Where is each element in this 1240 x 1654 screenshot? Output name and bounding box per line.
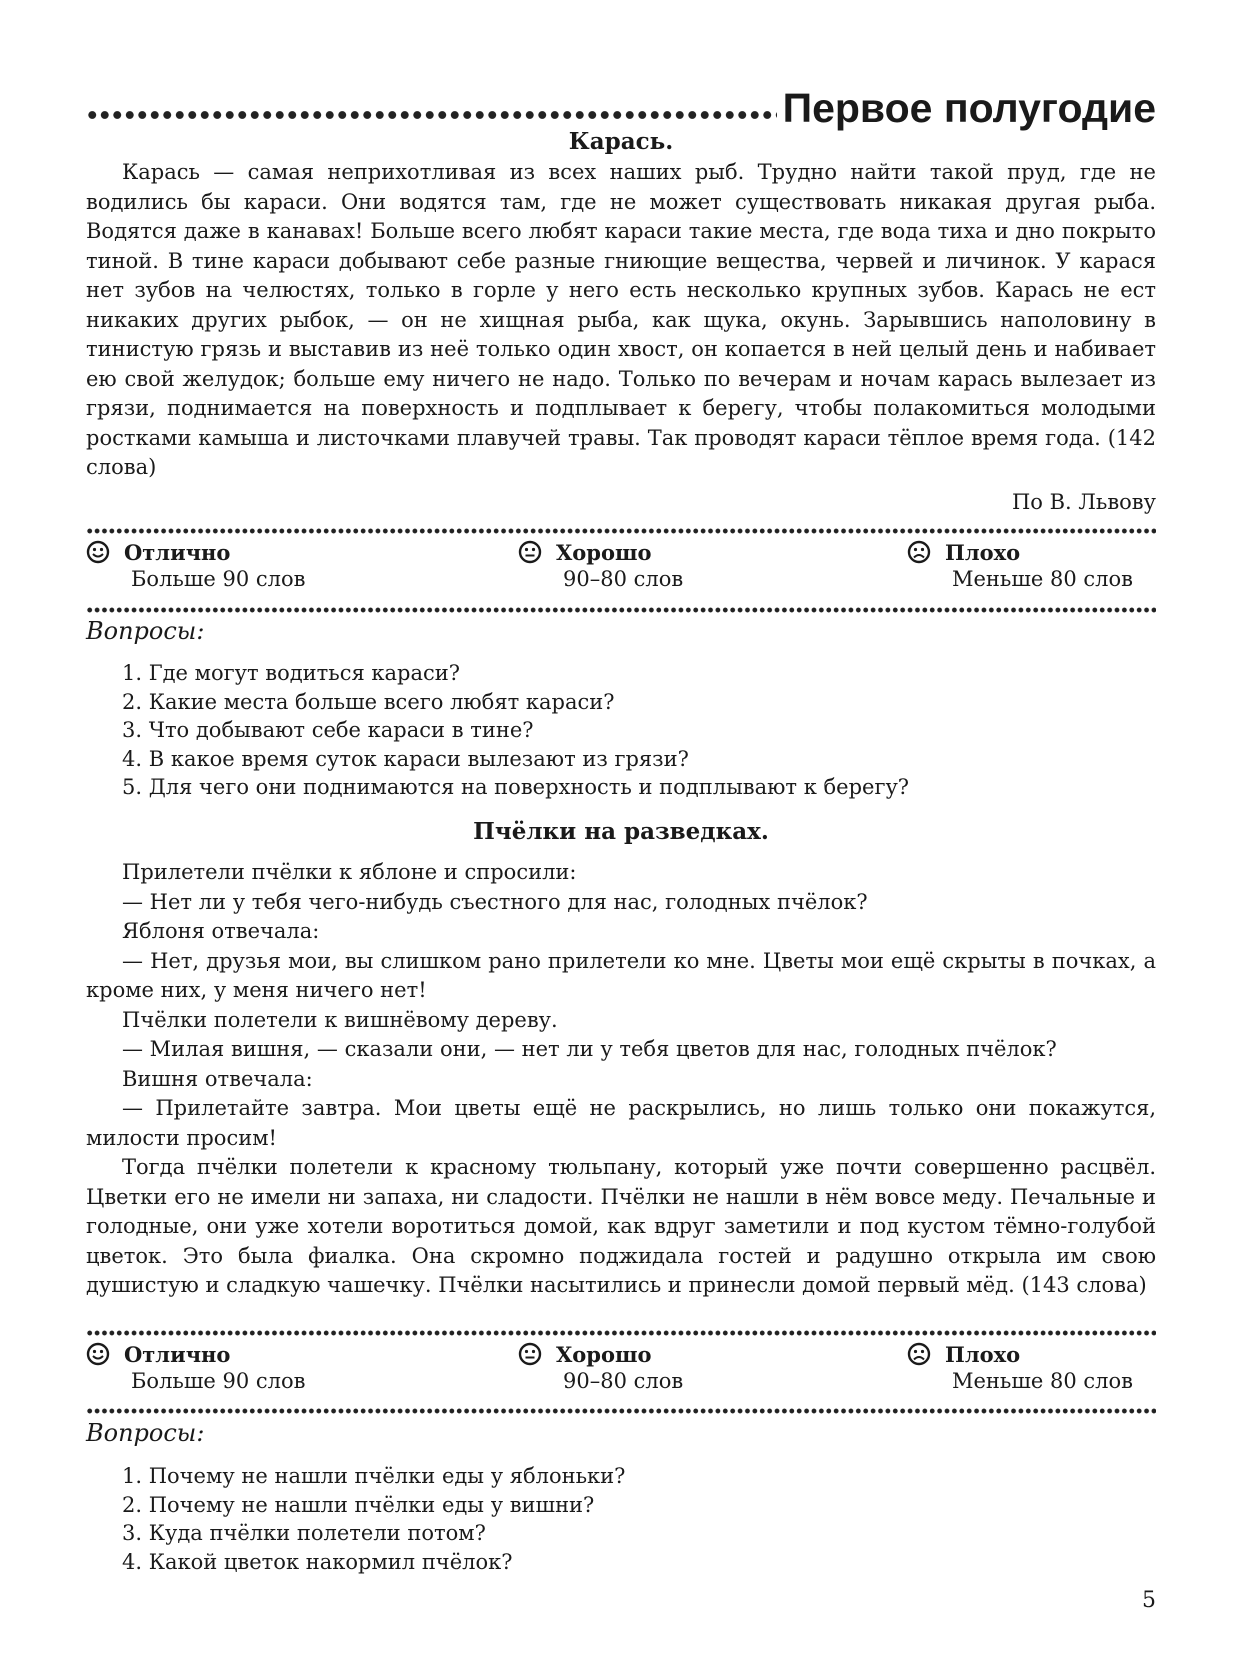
grade-label: Хорошо xyxy=(556,539,652,565)
questions-list xyxy=(122,659,909,802)
grade-desc: Больше 90 слов xyxy=(131,1369,306,1393)
page-number: 5 xyxy=(1142,1588,1156,1613)
paragraph: — Прилетайте завтра. Мои цветы ещё не раскрылись, но лишь только они покажутся, милости просим! xyxy=(86,1096,1156,1150)
grade-label: Отлично xyxy=(124,539,231,565)
grade-bad xyxy=(907,1339,1187,1393)
question-item: 4. В какое время суток караси вылезают из грязи? xyxy=(122,746,689,771)
paragraph: Яблоня отвечала: xyxy=(122,919,320,943)
paragraph: Прилетели пчёлки к яблоне и спросили: xyxy=(122,860,577,884)
paragraph: — Нет, друзья мои, вы слишком рано прилетели ко мне. Цветы мои ещё скрыты в почках, а кроме них, у меня ничего нет! xyxy=(86,948,1156,1002)
section-header xyxy=(86,74,1156,134)
grade-desc: Меньше 80 слов xyxy=(952,567,1133,591)
grade-good xyxy=(518,537,798,591)
paragraph: Пчёлки полетели к вишнёвому дереву. xyxy=(122,1007,558,1032)
grade-excellent xyxy=(86,1339,366,1393)
grade-desc: Меньше 80 слов xyxy=(952,1369,1133,1393)
question-item: 3. Куда пчёлки полетели потом? xyxy=(122,1521,486,1545)
question-item: 1. Где могут водиться караси? xyxy=(122,661,461,685)
sad-face-icon xyxy=(907,1342,931,1366)
paragraph: Тогда пчёлки полетели к красному тюльпану, который уже почти совершенно расцвёл. Цветки его не имели ни запаха, ни сладости. Пчёлки не нашли в нём вовсе меду. Печальные и голодные, они уже хотели воротиться домой, как вдруг заметили и под кустом тёмно-голубой цветок. Это была фиалка. Она скромно поджидала гостей и радушно открыла им свою душистую и сладкую чашечку. Пчёлки насытились и принесли домой первый мёд. (143 слова) xyxy=(86,1155,1156,1297)
paragraph: — Милая вишня, — сказали они, — нет ли у тебя цветов для нас, голодных пчёлок? xyxy=(122,1037,1057,1061)
questions-list xyxy=(122,1462,625,1576)
paragraph: Вишня отвечала: xyxy=(122,1066,313,1091)
grade-good xyxy=(518,1339,798,1393)
grade-label: Хорошо xyxy=(556,1341,652,1367)
grade-label: Плохо xyxy=(945,539,1021,565)
paragraph: — Нет ли у тебя чего-нибудь съестного для нас, голодных пчёлок? xyxy=(122,889,868,914)
dotted-divider xyxy=(86,528,1156,534)
sad-face-icon xyxy=(907,540,931,564)
question-item: 5. Для чего они поднимаются на поверхность и подплывают к берегу? xyxy=(122,775,910,799)
questions-heading: Вопросы: xyxy=(86,1419,205,1447)
grade-desc: 90–80 слов xyxy=(563,567,684,591)
grade-excellent xyxy=(86,537,366,591)
story-title-karas: Карась. xyxy=(568,128,674,155)
story-text-bees xyxy=(86,858,1156,1301)
paragraph: Карась — самая неприхотливая из всех наших рыб. Трудно найти такой пруд, где не водились бы караси. Они водятся там, где не может существовать никакая другая рыба. Водятся даже в канавах! Больше всего любят караси такие места, где вода тиха и дно покрыто тиной. В тине караси добывают себе разные гниющие вещества, червей и личинок. У карася нет зубов на челюстях, только в горле у него есть несколько крупных зубов. Карась не ест никаких других рыбок, — он не хищная рыба, как щука, окунь. Зарывшись наполовину в тинистую грязь и выставив из неё только один хвост, он копается в ней целый день и набивает ею свой желудок; больше ему ничего не надо. Только по вечерам и ночам карась вылезает из грязи, поднимается на поверхность и подплывает к берегу, чтобы полакомиться молодыми ростками камыша и листочками плавучей травы. Так проводят караси тёплое время года. (142 слова) xyxy=(86,160,1156,479)
question-item: 2. Почему не нашли пчёлки еды у вишни? xyxy=(122,1492,595,1517)
header-dot-leader xyxy=(86,110,777,120)
neutral-face-icon xyxy=(518,540,542,564)
grade-desc: 90–80 слов xyxy=(563,1369,684,1393)
questions-heading: Вопросы: xyxy=(86,617,205,645)
question-item: 2. Какие места больше всего любят караси? xyxy=(122,689,615,714)
dotted-divider xyxy=(86,1408,1156,1414)
grade-bad xyxy=(907,537,1187,591)
dotted-divider xyxy=(86,607,1156,613)
smile-face-icon xyxy=(86,1342,110,1366)
section-title: Первое полугодие xyxy=(782,85,1156,131)
question-item: 4. Какой цветок накормил пчёлок? xyxy=(122,1549,513,1574)
story-author: По В. Львову xyxy=(1011,490,1156,514)
story-title-bees: Пчёлки на разведках. xyxy=(473,818,769,845)
neutral-face-icon xyxy=(518,1342,542,1366)
dotted-divider xyxy=(86,1330,1156,1336)
question-item: 3. Что добывают себе караси в тине? xyxy=(122,718,534,742)
question-item: 1. Почему не нашли пчёлки еды у яблоньки? xyxy=(122,1464,626,1488)
grade-label: Плохо xyxy=(945,1341,1021,1367)
story-text-karas xyxy=(86,158,1156,483)
smile-face-icon xyxy=(86,540,110,564)
grade-label: Отлично xyxy=(124,1341,231,1367)
grade-desc: Больше 90 слов xyxy=(131,567,306,591)
